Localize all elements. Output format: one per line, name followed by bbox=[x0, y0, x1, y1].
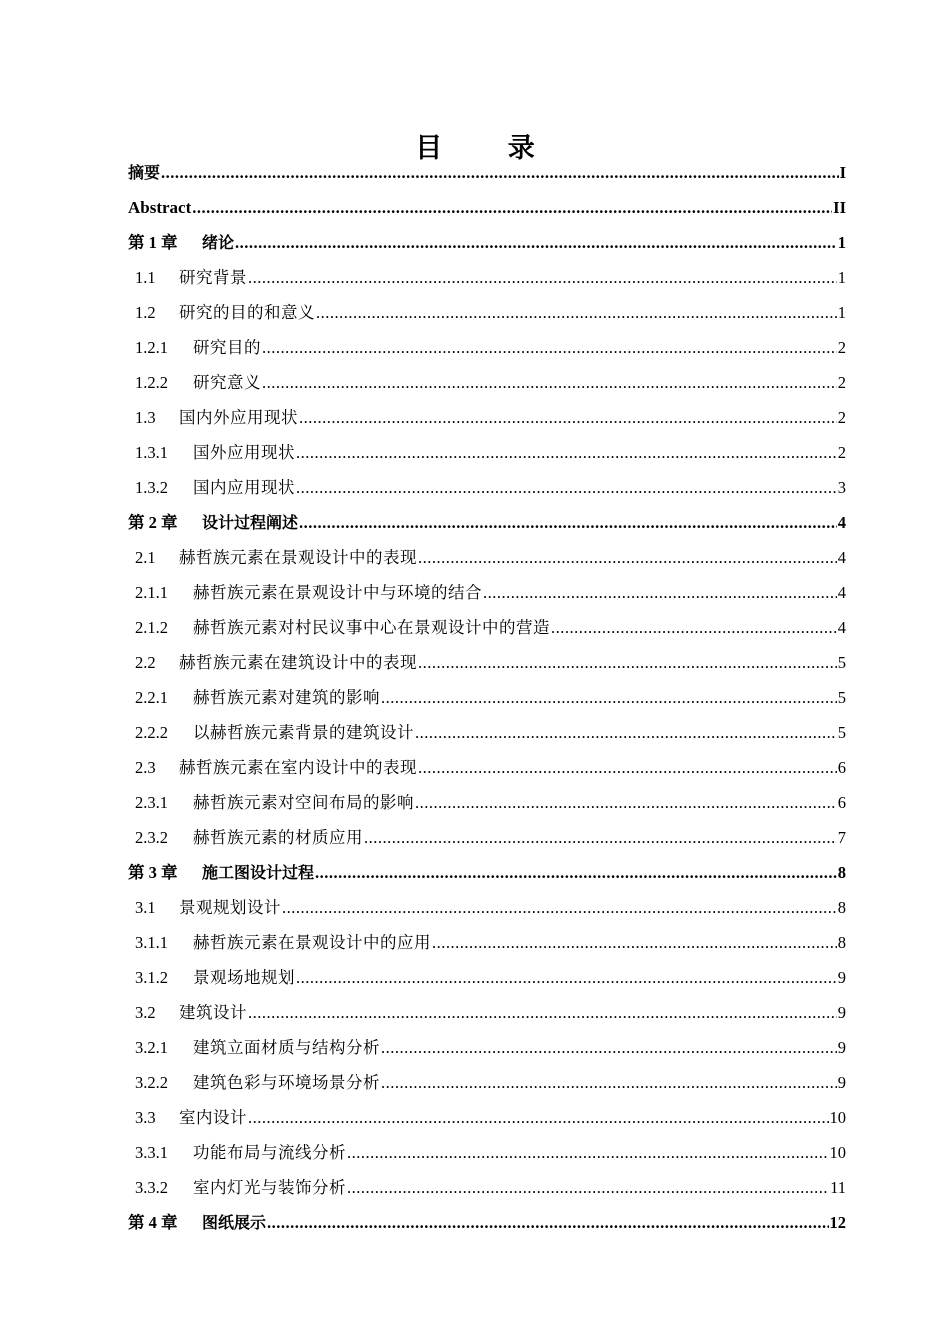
toc-entry-page: 2 bbox=[837, 408, 846, 427]
toc-entry-number: 3.1 bbox=[135, 898, 156, 917]
toc-entry-number: 3.2.1 bbox=[135, 1038, 168, 1057]
toc-entry[interactable] bbox=[128, 820, 846, 855]
toc-entry-label: 赫哲族元素在景观设计中的表现 bbox=[179, 548, 417, 567]
toc-entry-number: 3.3.1 bbox=[135, 1143, 168, 1162]
toc-entry[interactable] bbox=[128, 540, 846, 575]
toc-entry-page: 2 bbox=[837, 338, 846, 357]
toc-entry-page: 3 bbox=[837, 478, 846, 497]
toc-entry-label: 室内设计 bbox=[179, 1108, 247, 1127]
toc-entry[interactable] bbox=[128, 435, 846, 470]
toc-entry-number: 3.2.2 bbox=[135, 1073, 168, 1092]
toc-entry[interactable] bbox=[128, 715, 846, 750]
toc-entry-page: 12 bbox=[829, 1213, 846, 1232]
toc-entry-page: 2 bbox=[837, 373, 846, 392]
toc-entry-label: 景观规划设计 bbox=[179, 898, 281, 917]
toc-leader-dots bbox=[418, 540, 837, 575]
toc-leader-dots bbox=[299, 505, 837, 540]
toc-entry-number: 1.3 bbox=[135, 408, 156, 427]
toc-entry-number: 2.2.1 bbox=[135, 688, 168, 707]
toc-entry-label: 摘要 bbox=[128, 163, 161, 182]
toc-entry-page: 9 bbox=[837, 1073, 846, 1092]
toc-entry-page: 5 bbox=[837, 723, 846, 742]
toc-leader-dots bbox=[296, 470, 837, 505]
toc-entry[interactable] bbox=[128, 1030, 846, 1065]
toc-leader-dots bbox=[262, 330, 837, 365]
toc-entry-number: 1.3.2 bbox=[135, 478, 168, 497]
toc-entry-number: 1.3.1 bbox=[135, 443, 168, 462]
toc-entry-page: I bbox=[839, 163, 846, 182]
toc-leader-dots bbox=[315, 855, 837, 890]
toc-entry[interactable] bbox=[128, 295, 846, 330]
toc-leader-dots bbox=[551, 610, 837, 645]
toc-leader-dots bbox=[248, 995, 837, 1030]
toc-leader-dots bbox=[316, 295, 837, 330]
toc-entry-label: 建筑设计 bbox=[179, 1003, 247, 1022]
toc-leader-dots bbox=[415, 715, 837, 750]
toc-leader-dots bbox=[296, 960, 837, 995]
table-of-contents bbox=[128, 155, 846, 1240]
toc-entry-label: 赫哲族元素对建筑的影响 bbox=[193, 688, 380, 707]
toc-entry-number: 第 3 章 bbox=[128, 863, 178, 882]
toc-entry-number: 2.3 bbox=[135, 758, 156, 777]
toc-entry-label: 赫哲族元素在景观设计中与环境的结合 bbox=[193, 583, 482, 602]
toc-entry-page: 4 bbox=[837, 548, 846, 567]
toc-leader-dots bbox=[381, 680, 837, 715]
toc-leader-dots bbox=[418, 645, 837, 680]
toc-entry[interactable] bbox=[128, 855, 846, 890]
toc-entry-label: 功能布局与流线分析 bbox=[193, 1143, 346, 1162]
toc-entry-label: 研究意义 bbox=[193, 373, 261, 392]
toc-leader-dots bbox=[235, 225, 837, 260]
toc-entry-page: 10 bbox=[829, 1108, 846, 1127]
toc-entry-label: 国内应用现状 bbox=[193, 478, 295, 497]
toc-entry-number: 3.1.2 bbox=[135, 968, 168, 987]
toc-entry[interactable] bbox=[128, 575, 846, 610]
toc-entry-page: 1 bbox=[837, 233, 846, 252]
toc-entry[interactable] bbox=[128, 890, 846, 925]
toc-entry[interactable] bbox=[128, 1170, 846, 1205]
toc-leader-dots bbox=[381, 1030, 837, 1065]
toc-entry-page: 11 bbox=[830, 1178, 846, 1197]
toc-entry-number: 1.2.1 bbox=[135, 338, 168, 357]
toc-entry[interactable] bbox=[128, 785, 846, 820]
toc-entry-number: 2.2 bbox=[135, 653, 156, 672]
toc-entry-label: 建筑立面材质与结构分析 bbox=[193, 1038, 380, 1057]
toc-entry-label: 以赫哲族元素背景的建筑设计 bbox=[193, 723, 414, 742]
toc-entry-number: 2.1.1 bbox=[135, 583, 168, 602]
toc-entry[interactable] bbox=[128, 1205, 846, 1240]
toc-entry-label: 施工图设计过程 bbox=[202, 863, 315, 882]
toc-entry-label: 研究的目的和意义 bbox=[179, 303, 315, 322]
toc-entry[interactable] bbox=[128, 1135, 846, 1170]
toc-entry-page: 8 bbox=[837, 898, 846, 917]
toc-leader-dots bbox=[381, 1065, 837, 1100]
toc-entry-number: 2.3.2 bbox=[135, 828, 168, 847]
toc-entry-page: 6 bbox=[837, 793, 846, 812]
toc-entry-page: 6 bbox=[837, 758, 846, 777]
toc-entry-number: 2.2.2 bbox=[135, 723, 168, 742]
toc-entry-number: 3.3.2 bbox=[135, 1178, 168, 1197]
toc-entry-page: 8 bbox=[837, 933, 846, 952]
toc-entry-page: 2 bbox=[837, 443, 846, 462]
toc-entry[interactable] bbox=[128, 645, 846, 680]
toc-entry[interactable] bbox=[128, 330, 846, 365]
toc-leader-dots bbox=[248, 260, 837, 295]
toc-entry-page: 1 bbox=[837, 268, 846, 287]
toc-entry-number: 3.3 bbox=[135, 1108, 156, 1127]
toc-entry-page: 4 bbox=[837, 618, 846, 637]
toc-entry-label: 室内灯光与装饰分析 bbox=[193, 1178, 346, 1197]
toc-entry-label: 绪论 bbox=[202, 233, 235, 252]
toc-entry-label: 建筑色彩与环境场景分析 bbox=[193, 1073, 380, 1092]
toc-leader-dots bbox=[432, 925, 837, 960]
toc-entry-label: 研究背景 bbox=[179, 268, 247, 287]
toc-entry[interactable] bbox=[128, 400, 846, 435]
toc-leader-dots bbox=[192, 190, 832, 225]
toc-entry-page: 9 bbox=[837, 1038, 846, 1057]
toc-entry-page: 9 bbox=[837, 968, 846, 987]
toc-entry-label: 赫哲族元素对空间布局的影响 bbox=[193, 793, 414, 812]
toc-entry-page: II bbox=[833, 198, 846, 217]
toc-entry[interactable] bbox=[128, 925, 846, 960]
toc-entry-page: 10 bbox=[829, 1143, 846, 1162]
toc-leader-dots bbox=[262, 365, 837, 400]
toc-entry[interactable] bbox=[128, 470, 846, 505]
toc-leader-dots bbox=[267, 1205, 828, 1240]
toc-entry-page: 4 bbox=[837, 513, 846, 532]
toc-entry-page: 5 bbox=[837, 688, 846, 707]
toc-entry-label: 研究目的 bbox=[193, 338, 261, 357]
toc-entry[interactable] bbox=[128, 260, 846, 295]
toc-entry-label: 赫哲族元素的材质应用 bbox=[193, 828, 363, 847]
toc-entry[interactable] bbox=[128, 750, 846, 785]
toc-entry[interactable] bbox=[128, 960, 846, 995]
toc-entry-label: Abstract bbox=[128, 198, 192, 217]
toc-entry-number: 第 1 章 bbox=[128, 233, 178, 252]
toc-entry-page: 4 bbox=[837, 583, 846, 602]
toc-entry-page: 8 bbox=[837, 863, 846, 882]
toc-entry-number: 3.1.1 bbox=[135, 933, 168, 952]
toc-entry-number: 第 2 章 bbox=[128, 513, 178, 532]
toc-entry-page: 9 bbox=[837, 1003, 846, 1022]
toc-entry-number: 2.1 bbox=[135, 548, 156, 567]
toc-entry-number: 第 4 章 bbox=[128, 1213, 178, 1232]
toc-entry-label: 景观场地规划 bbox=[193, 968, 295, 987]
toc-leader-dots bbox=[347, 1170, 829, 1205]
toc-entry-number: 1.1 bbox=[135, 268, 156, 287]
toc-leader-dots bbox=[248, 1100, 829, 1135]
toc-title: 目 录 bbox=[415, 133, 563, 164]
toc-leader-dots bbox=[161, 155, 839, 190]
toc-entry-number: 3.2 bbox=[135, 1003, 156, 1022]
toc-entry-page: 7 bbox=[837, 828, 846, 847]
toc-entry[interactable] bbox=[128, 995, 846, 1030]
toc-entry[interactable] bbox=[128, 155, 846, 190]
toc-leader-dots bbox=[483, 575, 837, 610]
toc-entry[interactable] bbox=[128, 225, 846, 260]
toc-entry-page: 1 bbox=[837, 303, 846, 322]
toc-leader-dots bbox=[418, 750, 837, 785]
toc-leader-dots bbox=[296, 435, 837, 470]
toc-entry-label: 图纸展示 bbox=[202, 1213, 267, 1232]
toc-entry-label: 设计过程阐述 bbox=[202, 513, 299, 532]
toc-entry[interactable] bbox=[128, 610, 846, 645]
toc-entry-label: 国内外应用现状 bbox=[179, 408, 298, 427]
toc-leader-dots bbox=[415, 785, 837, 820]
toc-leader-dots bbox=[364, 820, 837, 855]
toc-entry-label: 国外应用现状 bbox=[193, 443, 295, 462]
toc-entry[interactable] bbox=[128, 1065, 846, 1100]
toc-entry-label: 赫哲族元素在室内设计中的表现 bbox=[179, 758, 417, 777]
toc-entry[interactable] bbox=[128, 190, 846, 225]
toc-entry[interactable] bbox=[128, 1100, 846, 1135]
toc-entry[interactable] bbox=[128, 505, 846, 540]
toc-entry-number: 2.1.2 bbox=[135, 618, 168, 637]
toc-leader-dots bbox=[347, 1135, 829, 1170]
toc-entry[interactable] bbox=[128, 680, 846, 715]
toc-entry-number: 1.2 bbox=[135, 303, 156, 322]
toc-entry-page: 5 bbox=[837, 653, 846, 672]
toc-entry-number: 1.2.2 bbox=[135, 373, 168, 392]
toc-entry-number: 2.3.1 bbox=[135, 793, 168, 812]
toc-leader-dots bbox=[282, 890, 837, 925]
toc-entry[interactable] bbox=[128, 365, 846, 400]
toc-leader-dots bbox=[299, 400, 837, 435]
toc-entry-label: 赫哲族元素对村民议事中心在景观设计中的营造 bbox=[193, 618, 550, 637]
toc-entry-label: 赫哲族元素在景观设计中的应用 bbox=[193, 933, 431, 952]
toc-entry-label: 赫哲族元素在建筑设计中的表现 bbox=[179, 653, 417, 672]
